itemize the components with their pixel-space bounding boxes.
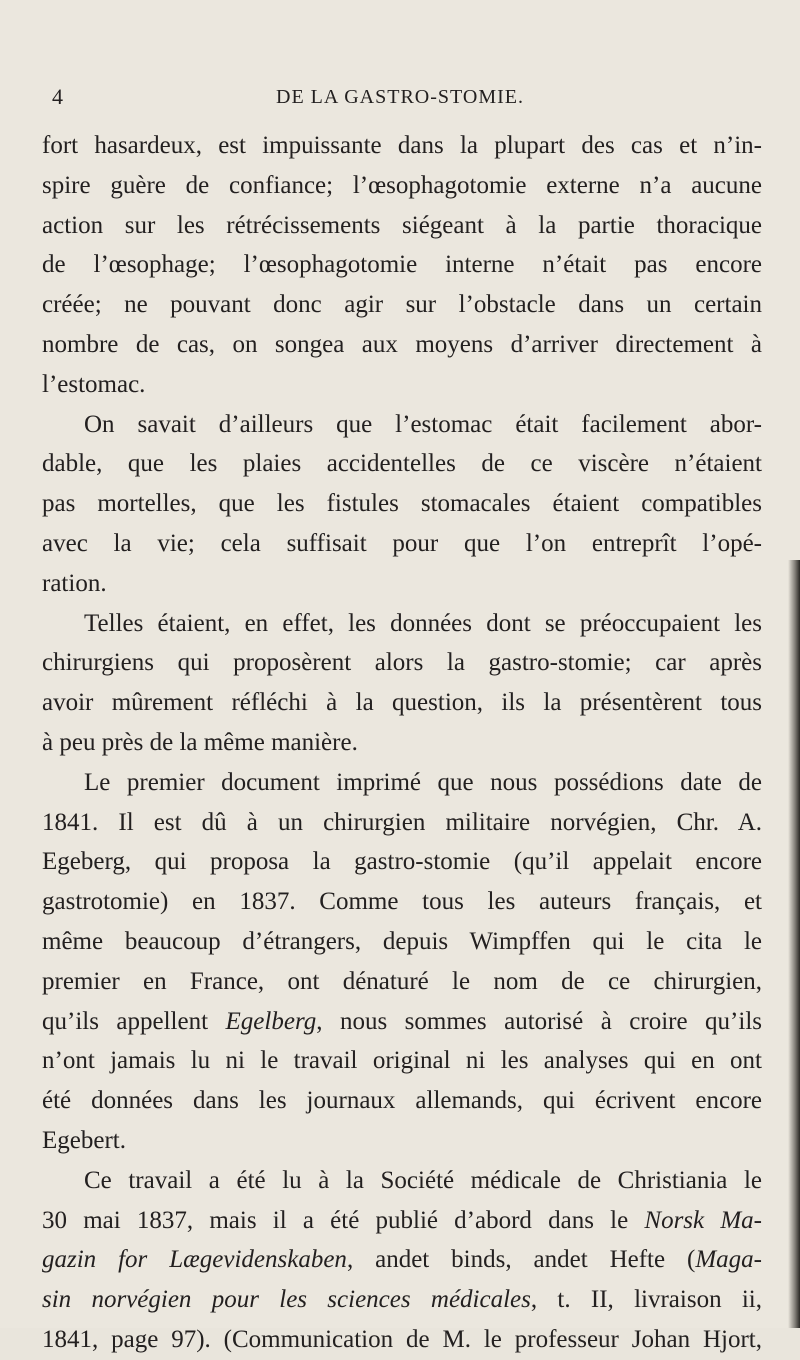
- text-line: gastrotomie) en 1837. Comme tous les auteurs français, et: [42, 888, 762, 916]
- line-text: , nous sommes autorisé à croire qu’ils: [316, 1007, 762, 1035]
- text-line: nombre de cas, on songea aux moyens d’arriver directement à: [42, 330, 762, 358]
- line-text: 30 mai 1837, mais il a été publié d’abord dans le: [42, 1206, 645, 1234]
- text-line: avec la vie; cela suffisait pour que l’on entreprît l’opé-: [42, 529, 762, 557]
- running-title: DE LA GASTRO-STOMIE.: [276, 86, 524, 108]
- text-line: même beaucoup d’étrangers, depuis Wimpffen qui le cita le: [42, 927, 762, 955]
- text-line: fort hasardeux, est impuissante dans la plupart des cas et n’in-: [42, 132, 762, 159]
- text-line: [42, 1002, 762, 1042]
- italic-title: Norsk Ma-: [644, 1206, 762, 1234]
- italic-title: sin norvégien pour les sciences médicales: [42, 1286, 531, 1314]
- italic-title: Maga-: [695, 1246, 762, 1274]
- text-line: pas mortelles, que les fistules stomacales étaient compatibles: [42, 490, 762, 518]
- text-line: avoir mûrement réfléchi à la question, ils la présentèrent tous: [42, 689, 762, 717]
- line-text: , andet binds, andet Hefte (: [346, 1246, 696, 1274]
- text-line: été données dans les journaux allemands, qui écrivent encore: [42, 1087, 762, 1115]
- body-text: [42, 126, 762, 1360]
- text-line: créée; ne pouvant donc agir sur l’obstacle dans un certain: [42, 291, 762, 319]
- text-line: Egeberg, qui proposa la gastro-stomie (qu’il appelait encore: [42, 848, 762, 876]
- text-line: spire guère de confiance; l’œsophagotomie externe n’a aucune: [42, 171, 762, 199]
- text-line: [42, 1201, 762, 1241]
- text-line: chirurgiens qui proposèrent alors la gastro-stomie; car après: [42, 649, 762, 677]
- text-line: dable, que les plaies accidentelles de ce viscère n’étaient: [42, 450, 762, 478]
- paragraph-start-line: Le premier document imprimé que nous possédions date de: [84, 768, 762, 796]
- italic-title: gazin for Lægevidenskaben: [42, 1246, 347, 1274]
- text-line: premier en France, ont dénaturé le nom de ce chirurgien,: [42, 967, 762, 995]
- paragraph-start-line: On savait d’ailleurs que l’estomac était facilement abor-: [84, 410, 762, 438]
- line-text: qu’ils appellent: [42, 1007, 226, 1035]
- text-line: à peu près de la même manière.: [42, 728, 358, 756]
- text-line: l’estomac.: [42, 370, 146, 398]
- text-line: action sur les rétrécissements siégeant à la partie thoracique: [42, 211, 762, 239]
- text-line: n’ont jamais lu ni le travail original ni les analyses qui en ont: [42, 1047, 762, 1075]
- page-header: [44, 84, 756, 116]
- text-line: de l’œsophage; l’œsophagotomie interne n’était pas encore: [42, 251, 762, 279]
- page-edge-shadow: [788, 560, 800, 1328]
- text-line: [42, 1280, 762, 1320]
- text-line: [42, 1240, 762, 1280]
- italic-name: Egelberg: [225, 1007, 317, 1035]
- paragraph-start-line: Telles étaient, en effet, les données dont se préoccupaient les: [84, 609, 762, 637]
- text-line: 1841. Il est dû à un chirurgien militaire norvégien, Chr. A.: [42, 808, 762, 836]
- text-line: Egebert.: [42, 1126, 126, 1154]
- page-number: 4: [52, 84, 63, 109]
- text-line: 1841, page 97). (Communication de M. le professeur Johan Hjort,: [42, 1325, 762, 1353]
- text-line: ration.: [42, 569, 107, 597]
- line-text: , t. II, livraison ii,: [530, 1286, 762, 1314]
- paragraph-start-line: Ce travail a été lu à la Société médicale de Christiania le: [84, 1166, 762, 1194]
